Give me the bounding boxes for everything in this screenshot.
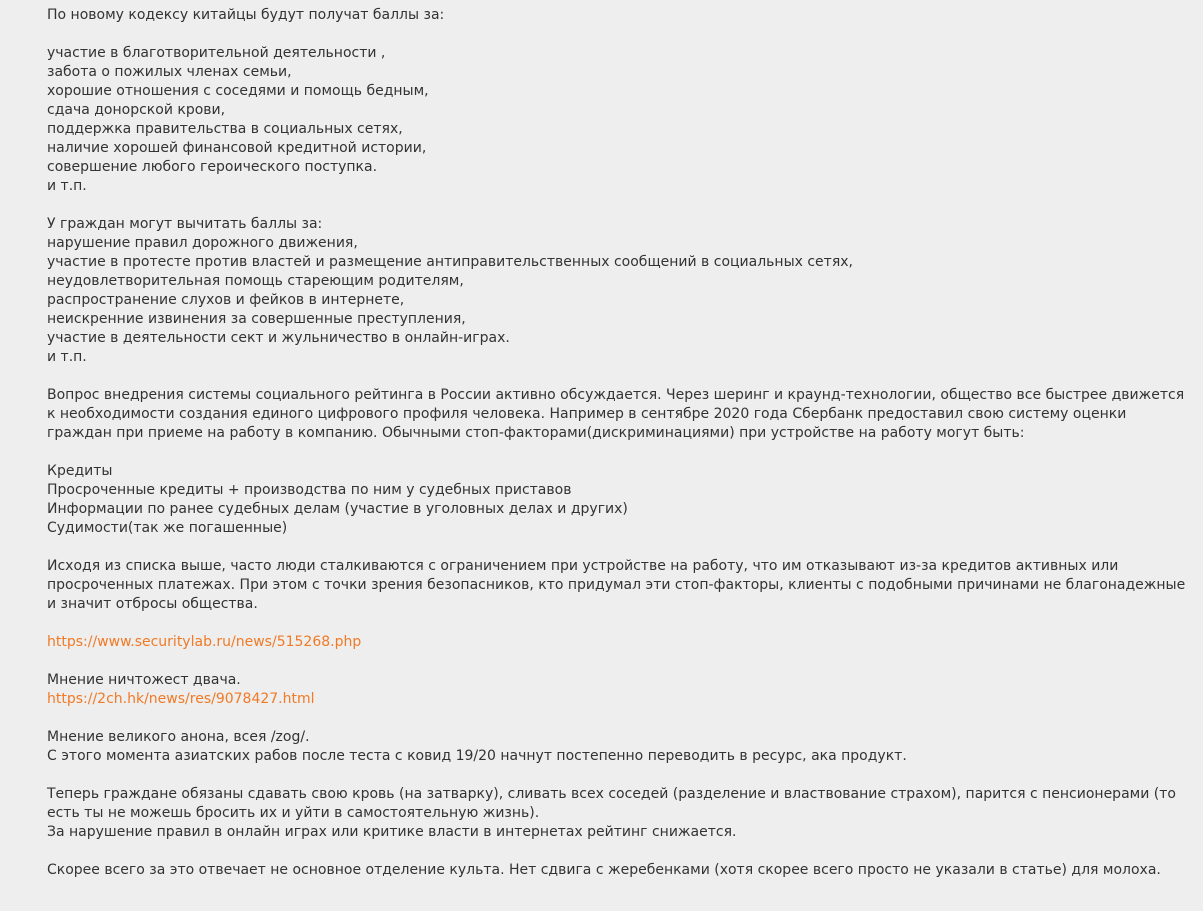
stop-factor-item: Кредиты xyxy=(47,463,113,479)
spacer xyxy=(47,766,1167,785)
securitylab-link[interactable]: https://www.securitylab.ru/news/515268.php xyxy=(47,634,362,650)
conclusion-paragraph-line: Исходя из списка выше, часто люди сталкиваются с ограничением при устройстве на работу, что им отказывают из-за кредитов активных или xyxy=(47,558,1119,574)
stop-factor-item: Просроченные кредиты + производства по ним у судебных приставов xyxy=(47,482,572,498)
minus-item: неудовлетворительная помощь стареющим родителям, xyxy=(47,273,464,289)
citizens-paragraph-line: есть ты не можешь бросить их и уйти в самостоятельную жизнь). xyxy=(47,805,540,821)
anon-opinion-line: Мнение великого анона, всея /zog/. xyxy=(47,729,310,745)
minus-item: неискренние извинения за совершенные преступления, xyxy=(47,311,466,327)
minus-intro-text: У граждан могут вычитать баллы за: xyxy=(47,216,323,232)
source-link-row xyxy=(47,633,1167,652)
spacer xyxy=(47,196,1167,215)
plus-item: хорошие отношения с соседями и помощь бедным, xyxy=(47,83,429,99)
plus-item: забота о пожилых членах семьи, xyxy=(47,64,292,80)
plus-item: участие в благотворительной деятельности , xyxy=(47,45,386,61)
stop-factor-item: Информации по ранее судебных делам (участие в уголовных делах и других) xyxy=(47,501,628,517)
minus-item: и т.п. xyxy=(47,349,87,365)
minus-item: распространение слухов и фейков в интернете, xyxy=(47,292,405,308)
spacer xyxy=(47,652,1167,671)
spacer xyxy=(47,25,1167,44)
spacer xyxy=(47,538,1167,557)
dvach-opinion-text: Мнение ничтожест двача. xyxy=(47,672,241,688)
citizens-paragraph-line: За нарушение правил в онлайн играх или критике власти в интернетах рейтинг снижается. xyxy=(47,824,737,840)
russia-paragraph-line: Вопрос внедрения системы социального рейтинга в России активно обсуждается. Через шеринг и краунд-технологии, общество все быстрее движется xyxy=(47,387,1185,403)
spacer xyxy=(47,709,1167,728)
intro-text: По новому кодексу китайцы будут получат баллы за: xyxy=(47,7,445,23)
plus-item: сдача донорской крови, xyxy=(47,102,226,118)
russia-paragraph-line: граждан при приеме на работу в компанию. Обычными стоп-факторами(дискриминациями) при устройстве на работу могут быть: xyxy=(47,425,1025,441)
plus-item: и т.п. xyxy=(47,178,87,194)
minus-item: участие в протесте против властей и размещение антиправительственных сообщений в социальных сетях, xyxy=(47,254,853,270)
conclusion-paragraph-line: и значит отбросы общества. xyxy=(47,596,258,612)
spacer xyxy=(47,614,1167,633)
russia-paragraph-line: к необходимости создания единого цифрового профиля человека. Например в сентябре 2020 года Сбербанк предоставил свою систему оценки xyxy=(47,406,1127,422)
anon-opinion-line: С этого момента азиатских рабов после теста с ковид 19/20 начнут постепенно переводить в ресурс, ака продукт. xyxy=(47,748,907,764)
spacer xyxy=(47,443,1167,462)
spacer xyxy=(47,367,1167,386)
dvach-link[interactable]: https://2ch.hk/news/res/9078427.html xyxy=(47,691,315,707)
dvach-link-row xyxy=(47,690,1167,709)
post-body xyxy=(47,6,1186,880)
final-line: Скорее всего за это отвечает не основное отделение культа. Нет сдвига с жеребенками (хотя скорее всего просто не указали в статье) для молоха. xyxy=(47,862,1161,878)
plus-item: наличие хорошей финансовой кредитной истории, xyxy=(47,140,427,156)
minus-item: участие в деятельности сект и жульничество в онлайн-играх. xyxy=(47,330,510,346)
stop-factor-item: Судимости(так же погашенные) xyxy=(47,520,288,536)
citizens-paragraph-line: Теперь граждане обязаны сдавать свою кровь (на затварку), сливать всех соседей (разделение и властвование страхом), парится с пенсионерами (то xyxy=(47,786,1176,802)
spacer xyxy=(47,842,1167,861)
minus-item: нарушение правил дорожного движения, xyxy=(47,235,358,251)
plus-item: совершение любого героического поступка. xyxy=(47,159,378,175)
conclusion-paragraph-line: просроченных платежах. При этом с точки зрения безопасников, кто придумал эти стоп-факторы, клиенты с подобными причинами не благонадежные xyxy=(47,577,1186,593)
plus-item: поддержка правительства в социальных сетях, xyxy=(47,121,403,137)
